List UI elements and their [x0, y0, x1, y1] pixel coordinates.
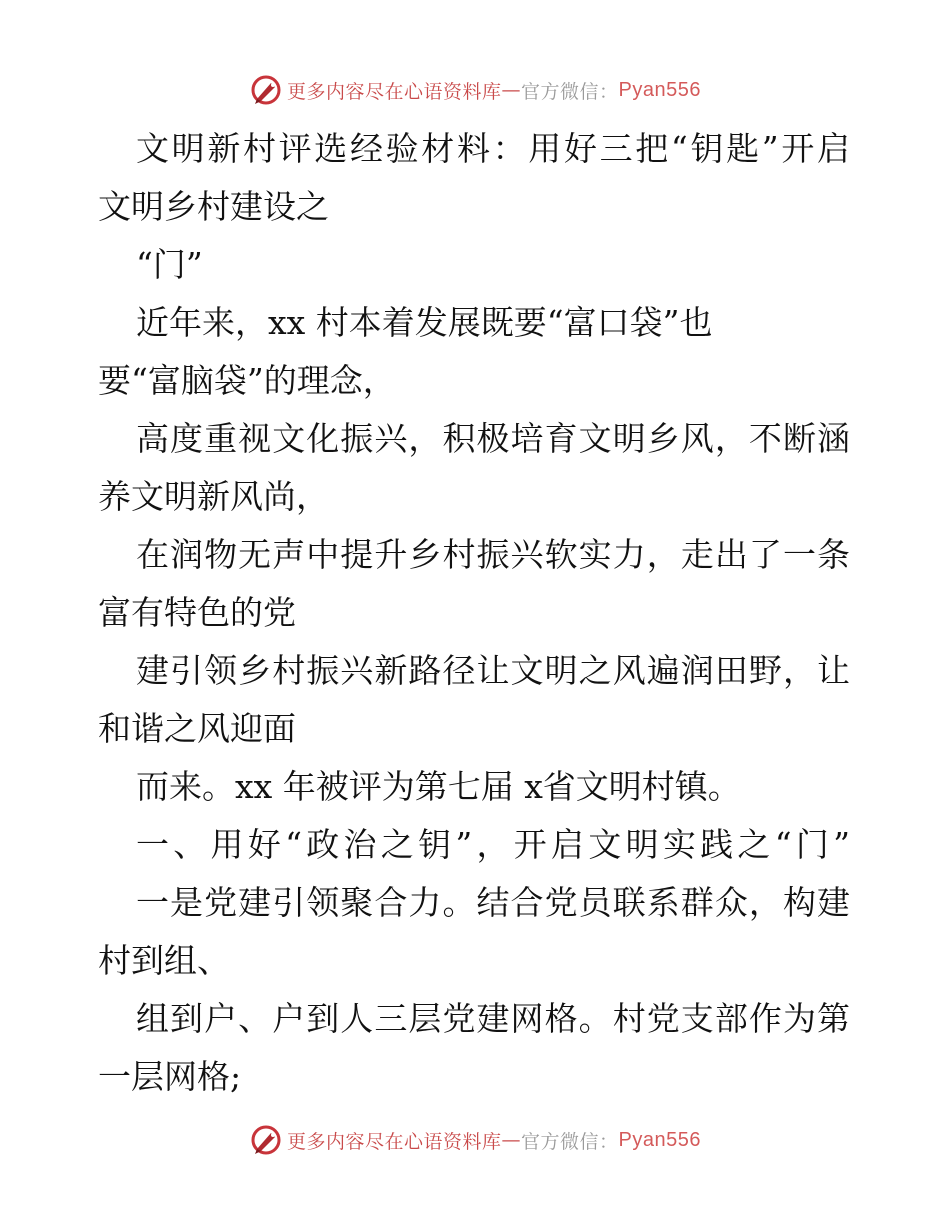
- paragraph-line: 在润物无声中提升乡村振兴软实力，走出了一条: [136, 535, 850, 574]
- paragraph-line: 而来。xx 年被评为第七届 x省文明村镇。: [136, 767, 741, 806]
- paragraph-line: 一层网格;: [98, 1057, 242, 1096]
- watermark-wechat-id: Pyan556: [618, 1128, 701, 1151]
- paragraph-line: 要“富脑袋”的理念，: [98, 361, 396, 400]
- paragraph-line: 和谐之风迎面: [98, 709, 296, 748]
- paragraph-line: 村到组、: [98, 941, 230, 980]
- watermark-separator: —: [501, 1129, 522, 1151]
- watermark-header: [0, 70, 950, 110]
- paragraph-line: 近年来，xx 村本着发展既要“富口袋”也: [136, 303, 713, 342]
- paragraph-line: 养文明新风尚，: [98, 477, 329, 516]
- watermark-main: 更多内容尽在心语资料库: [287, 1130, 502, 1153]
- watermark-footer: [0, 1120, 950, 1160]
- paragraph-line: 富有特色的党: [98, 593, 296, 632]
- pen-logo-icon: [249, 1123, 283, 1157]
- title-line-2: 文明乡村建设之: [98, 187, 329, 226]
- title-line-1: 文明新村评选经验材料：用好三把“钥匙”开启: [136, 129, 850, 168]
- watermark-wechat-id: Pyan556: [618, 78, 701, 101]
- watermark-main: 更多内容尽在心语资料库: [287, 80, 502, 103]
- paragraph-line: 建引领乡村振兴新路径让文明之风遍润田野，让: [136, 651, 850, 690]
- watermark-label: 官方微信：: [521, 1130, 619, 1153]
- pen-logo-icon: [249, 73, 283, 107]
- watermark-label: 官方微信：: [521, 80, 619, 103]
- paragraph-line: 组到户、户到人三层党建网格。村党支部作为第: [136, 999, 850, 1038]
- paragraph-line: 高度重视文化振兴，积极培育文明乡风，不断涵: [136, 419, 850, 458]
- section-heading-1: 一、用好“政治之钥”，开启文明实践之“门”: [136, 825, 850, 864]
- paragraph-line: 一是党建引领聚合力。结合党员联系群众，构建: [136, 883, 850, 922]
- watermark-separator: —: [501, 79, 522, 101]
- title-line-3: “门”: [136, 245, 203, 284]
- document-body: [98, 120, 858, 1106]
